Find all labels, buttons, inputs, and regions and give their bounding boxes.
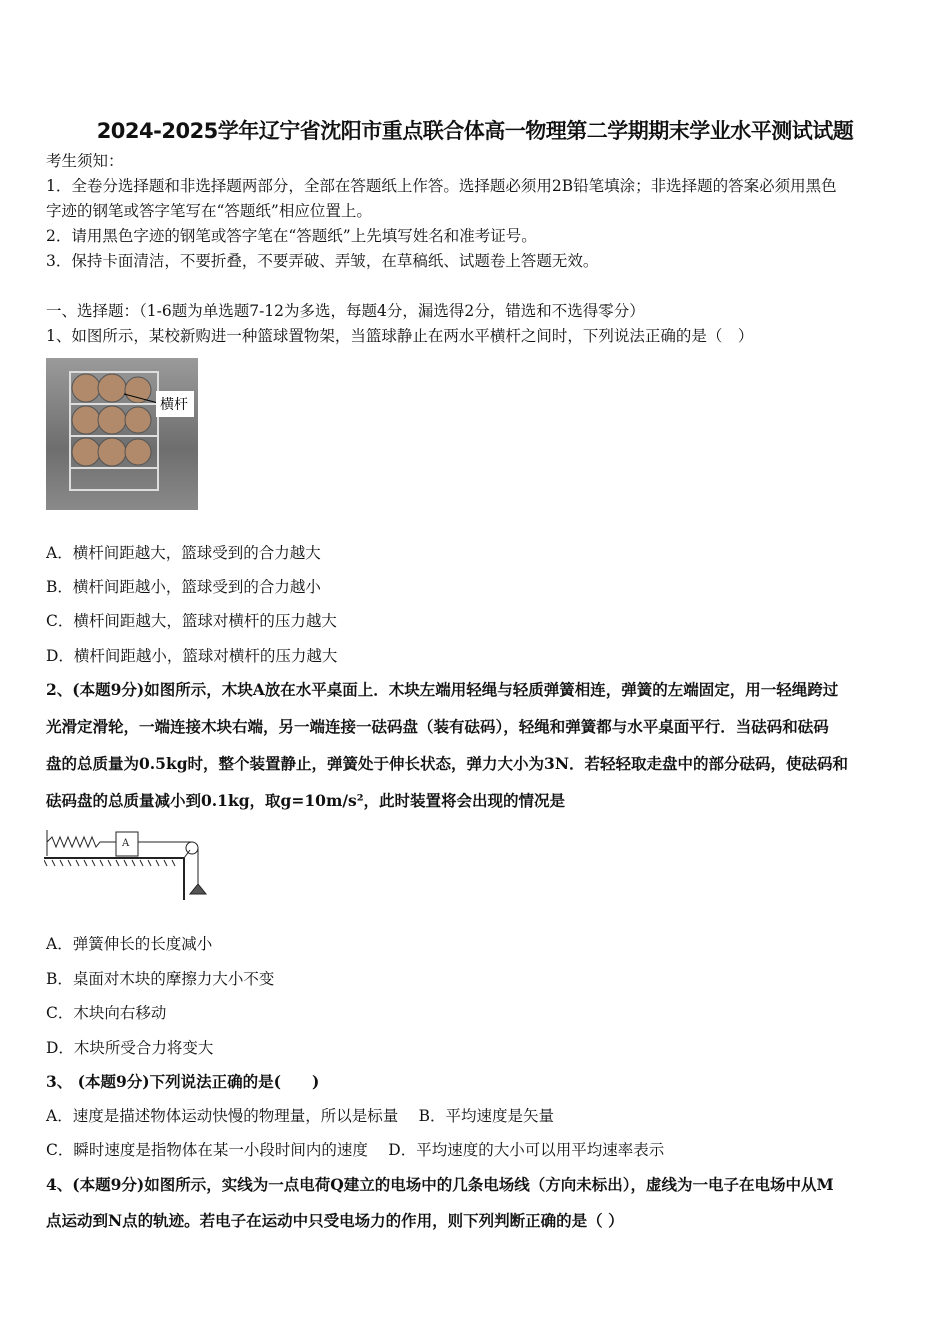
notice-heading: 考生须知： — [46, 152, 124, 170]
q1-option-c: C．横杆间距越大，篮球对横杆的压力越大 — [46, 612, 337, 630]
block-label: A — [122, 838, 130, 849]
q3-stem: 3、 (本题9分)下列说法正确的是( ) — [46, 1072, 320, 1091]
spring-block-pulley-diagram — [44, 828, 214, 907]
q2-option-a: A．弹簧伸长的长度减小 — [46, 935, 213, 953]
notice-line: 3．保持卡面清洁，不要折叠，不要弄破、弄皱，在草稿纸、试题卷上答题无效。 — [46, 252, 599, 270]
notice-line: 1．全卷分选择题和非选择题两部分，全部在答题纸上作答。选择题必须用2B铅笔填涂；非选择题的答案必须用黑色 — [46, 177, 837, 195]
q2-stem-line: 光滑定滑轮，一端连接木块右端，另一端连接一砝码盘（装有砝码），轻绳和弹簧都与水平桌面平行．当砝码和砝码 — [46, 717, 829, 736]
page-title: 2024-2025学年辽宁省沈阳市重点联合体高一物理第二学期期末学业水平测试试题 — [96, 119, 854, 143]
q2-stem-line: 盘的总质量为0.5kg时，整个装置静止，弹簧处于伸长状态，弹力大小为3N．若轻轻取走盘中的部分砝码，使砝码和 — [46, 754, 848, 773]
basketball-rack-photo — [46, 358, 198, 510]
q2-stem-line: 砝码盘的总质量减小到0.1kg，取g=10m/s²，此时装置将会出现的情况是 — [46, 791, 566, 810]
notice-line: 字迹的钢笔或答字笔写在“答题纸”相应位置上。 — [46, 202, 372, 220]
q1-option-a: A．横杆间距越大，篮球受到的合力越大 — [46, 544, 321, 562]
notice-line: 2．请用黑色字迹的钢笔或答字笔在“答题纸”上先填写姓名和准考证号。 — [46, 227, 537, 245]
q2-option-b: B．桌面对木块的摩擦力大小不变 — [46, 970, 275, 988]
q1-stem: 1、如图所示，某校新购进一种篮球置物架，当篮球静止在两水平横杆之间时，下列说法正确的是（ ） — [46, 327, 754, 345]
q2-option-c: C．木块向右移动 — [46, 1004, 167, 1022]
rack-label: 横杆 — [160, 397, 188, 413]
q1-option-d: D．横杆间距越小，篮球对横杆的压力越大 — [46, 647, 338, 665]
q4-stem-line: 4、(本题9分)如图所示，实线为一点电荷Q建立的电场中的几条电场线（方向未标出），虚线为一电子在电场中从M — [46, 1175, 834, 1194]
q2-stem-line: 2、(本题9分)如图所示，木块A放在水平桌面上．木块左端用轻绳与轻质弹簧相连，弹簧的左端固定，用一轻绳跨过 — [46, 680, 839, 699]
q3-options-cd: C．瞬时速度是指物体在某一小段时间内的速度 D．平均速度的大小可以用平均速率表示 — [46, 1141, 665, 1159]
section-heading: 一、选择题：（1-6题为单选题7-12为多选，每题4分，漏选得2分，错选和不选得零分） — [46, 302, 645, 320]
q2-option-d: D．木块所受合力将变大 — [46, 1039, 214, 1057]
q1-option-b: B．横杆间距越小，篮球受到的合力越小 — [46, 578, 321, 596]
q3-options-ab: A．速度是描述物体运动快慢的物理量，所以是标量 B．平均速度是矢量 — [46, 1107, 555, 1125]
q4-stem-line: 点运动到N点的轨迹。若电子在运动中只受电场力的作用，则下列判断正确的是（ ） — [46, 1211, 624, 1230]
